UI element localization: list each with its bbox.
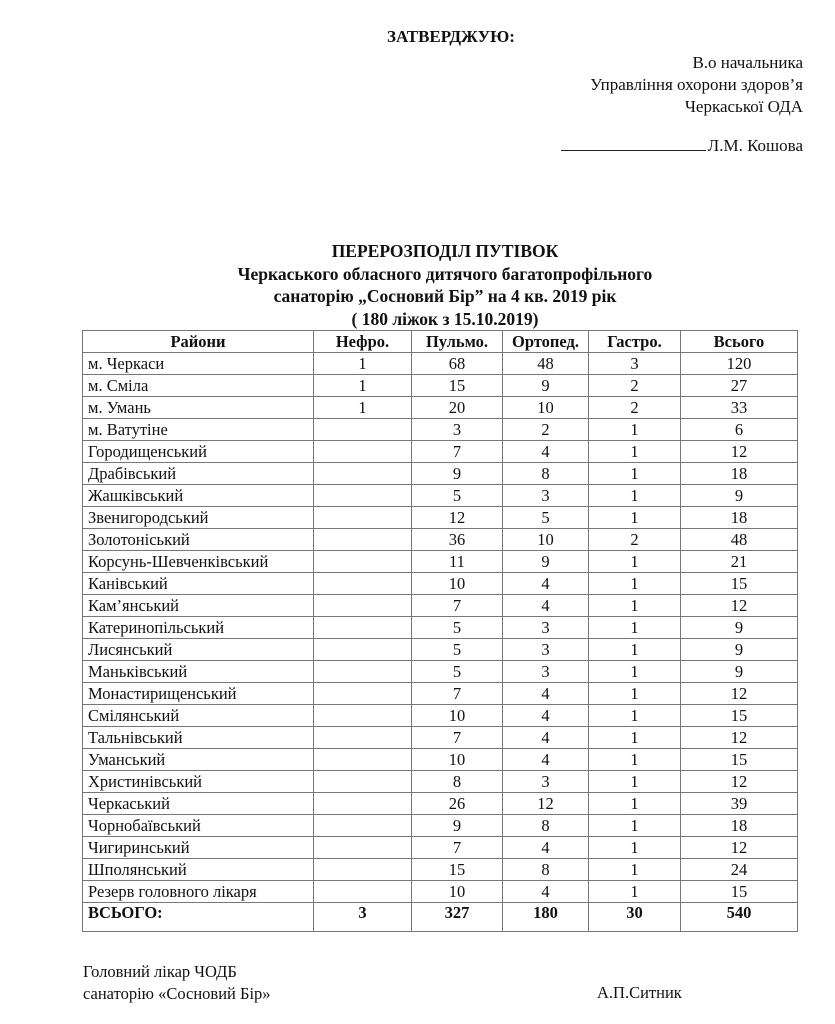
- total-value: 12: [681, 441, 798, 463]
- approval-signatory: Л.М. Кошова: [707, 136, 803, 155]
- total-value: 21: [681, 551, 798, 573]
- nephro-value: 1: [314, 397, 412, 419]
- orthoped-value: 4: [503, 573, 589, 595]
- district-name: Смілянський: [83, 705, 314, 727]
- gastro-value: 1: [589, 771, 681, 793]
- title-line: ПЕРЕРОЗПОДІЛ ПУТІВОК: [331, 241, 559, 261]
- total-value: 12: [681, 771, 798, 793]
- pulmo-value: 20: [412, 397, 503, 419]
- nephro-value: 1: [314, 353, 412, 375]
- district-name: Христинівський: [83, 771, 314, 793]
- orthoped-value: 4: [503, 441, 589, 463]
- total-value: 39: [681, 793, 798, 815]
- signature-blank: [561, 133, 706, 151]
- pulmo-value: 8: [412, 771, 503, 793]
- header-nephro: Нефро.: [314, 331, 412, 353]
- total-value: 27: [681, 375, 798, 397]
- district-name: Городищенський: [83, 441, 314, 463]
- pulmo-value: 10: [412, 881, 503, 903]
- pulmo-value: 5: [412, 617, 503, 639]
- total-value: 120: [681, 353, 798, 375]
- district-name: м. Черкаси: [83, 353, 314, 375]
- total-value: 18: [681, 463, 798, 485]
- orthoped-value: 4: [503, 837, 589, 859]
- district-name: Черкаський: [83, 793, 314, 815]
- district-name: Маньківський: [83, 661, 314, 683]
- nephro-value: [314, 573, 412, 595]
- district-name: Чорнобаївський: [83, 815, 314, 837]
- table-row: [83, 617, 798, 639]
- total-pulmo: 327: [412, 903, 503, 932]
- header-districts: Райони: [83, 331, 314, 353]
- table-row: [83, 881, 798, 903]
- gastro-value: 1: [589, 793, 681, 815]
- pulmo-value: 10: [412, 573, 503, 595]
- orthoped-value: 3: [503, 485, 589, 507]
- total-value: 12: [681, 727, 798, 749]
- gastro-value: 1: [589, 881, 681, 903]
- total-value: 48: [681, 529, 798, 551]
- district-name: Канівський: [83, 573, 314, 595]
- table-row: [83, 375, 798, 397]
- total-nephro: 3: [314, 903, 412, 932]
- approval-position-line: Черкаської ОДА: [684, 97, 803, 116]
- nephro-value: [314, 617, 412, 639]
- total-value: 9: [681, 661, 798, 683]
- orthoped-value: 12: [503, 793, 589, 815]
- approval-position-line: В.о начальника: [692, 53, 803, 72]
- district-name: Резерв головного лікаря: [83, 881, 314, 903]
- orthoped-value: 4: [503, 595, 589, 617]
- pulmo-value: 11: [412, 551, 503, 573]
- table-row: [83, 815, 798, 837]
- nephro-value: [314, 595, 412, 617]
- gastro-value: 1: [589, 815, 681, 837]
- approval-position-line: Управління охорони здоров’я: [590, 75, 803, 94]
- orthoped-value: 3: [503, 661, 589, 683]
- table-row: [83, 529, 798, 551]
- total-value: 15: [681, 573, 798, 595]
- total-value: 33: [681, 397, 798, 419]
- gastro-value: 1: [589, 661, 681, 683]
- gastro-value: 3: [589, 353, 681, 375]
- header-total: Всього: [681, 331, 798, 353]
- nephro-value: [314, 485, 412, 507]
- header-pulmo: Пульмо.: [412, 331, 503, 353]
- total-value: 9: [681, 617, 798, 639]
- nephro-value: 1: [314, 375, 412, 397]
- table-row: [83, 727, 798, 749]
- gastro-value: 1: [589, 749, 681, 771]
- approval-signature-line: [561, 133, 803, 156]
- nephro-value: [314, 529, 412, 551]
- gastro-value: 1: [589, 551, 681, 573]
- table-row: [83, 793, 798, 815]
- total-value: 15: [681, 705, 798, 727]
- total-value: 6: [681, 419, 798, 441]
- nephro-value: [314, 463, 412, 485]
- pulmo-value: 9: [412, 463, 503, 485]
- nephro-value: [314, 683, 412, 705]
- nephro-value: [314, 727, 412, 749]
- district-name: м. Ватутіне: [83, 419, 314, 441]
- approval-heading: ЗАТВЕРДЖУЮ:: [387, 27, 515, 46]
- gastro-value: 1: [589, 639, 681, 661]
- table-row: [83, 551, 798, 573]
- nephro-value: [314, 705, 412, 727]
- orthoped-value: 9: [503, 551, 589, 573]
- table-row: [83, 705, 798, 727]
- pulmo-value: 9: [412, 815, 503, 837]
- district-name: м. Сміла: [83, 375, 314, 397]
- title-line: санаторію „Сосновий Бір” на 4 кв. 2019 рік: [273, 286, 617, 306]
- orthoped-value: 3: [503, 771, 589, 793]
- table-row: [83, 837, 798, 859]
- footer-position: [83, 961, 271, 1005]
- nephro-value: [314, 815, 412, 837]
- total-value: 9: [681, 639, 798, 661]
- total-value: 12: [681, 595, 798, 617]
- table-row: [83, 683, 798, 705]
- total-value: 12: [681, 683, 798, 705]
- orthoped-value: 4: [503, 683, 589, 705]
- footer-position-line: Головний лікар ЧОДБ: [83, 962, 237, 981]
- orthoped-value: 3: [503, 639, 589, 661]
- gastro-value: 1: [589, 705, 681, 727]
- nephro-value: [314, 859, 412, 881]
- table-row: [83, 639, 798, 661]
- table-row: [83, 507, 798, 529]
- gastro-value: 1: [589, 507, 681, 529]
- district-name: Катеринопільський: [83, 617, 314, 639]
- total-value: 15: [681, 881, 798, 903]
- pulmo-value: 3: [412, 419, 503, 441]
- table-total-row: [83, 903, 798, 932]
- gastro-value: 1: [589, 683, 681, 705]
- pulmo-value: 5: [412, 661, 503, 683]
- total-label: ВСЬОГО:: [83, 903, 314, 932]
- table-row: [83, 353, 798, 375]
- pulmo-value: 7: [412, 441, 503, 463]
- district-name: Драбівський: [83, 463, 314, 485]
- district-name: Жашківський: [83, 485, 314, 507]
- pulmo-value: 5: [412, 485, 503, 507]
- orthoped-value: 4: [503, 881, 589, 903]
- table-header-row: [83, 331, 798, 353]
- total-value: 15: [681, 749, 798, 771]
- orthoped-value: 8: [503, 859, 589, 881]
- orthoped-value: 48: [503, 353, 589, 375]
- gastro-value: 1: [589, 463, 681, 485]
- total-value: 9: [681, 485, 798, 507]
- pulmo-value: 7: [412, 595, 503, 617]
- distribution-table: [82, 330, 798, 932]
- document-title: [0, 240, 835, 330]
- table-row: [83, 463, 798, 485]
- nephro-value: [314, 639, 412, 661]
- table-row: [83, 749, 798, 771]
- table-row: [83, 771, 798, 793]
- total-value: 24: [681, 859, 798, 881]
- district-name: Лисянський: [83, 639, 314, 661]
- table-row: [83, 485, 798, 507]
- orthoped-value: 4: [503, 705, 589, 727]
- gastro-value: 1: [589, 859, 681, 881]
- district-name: Тальнівський: [83, 727, 314, 749]
- orthoped-value: 4: [503, 749, 589, 771]
- orthoped-value: 10: [503, 397, 589, 419]
- total-value: 18: [681, 507, 798, 529]
- table-row: [83, 441, 798, 463]
- nephro-value: [314, 507, 412, 529]
- pulmo-value: 15: [412, 859, 503, 881]
- orthoped-value: 3: [503, 617, 589, 639]
- district-name: Шполянський: [83, 859, 314, 881]
- footer-position-line: санаторію «Сосновий Бір»: [83, 984, 271, 1003]
- pulmo-value: 15: [412, 375, 503, 397]
- gastro-value: 1: [589, 837, 681, 859]
- nephro-value: [314, 419, 412, 441]
- orthoped-value: 8: [503, 815, 589, 837]
- pulmo-value: 36: [412, 529, 503, 551]
- table-row: [83, 419, 798, 441]
- district-name: Корсунь-Шевченківський: [83, 551, 314, 573]
- title-line: Черкаського обласного дитячого багатопрофільного: [237, 263, 653, 284]
- district-name: Кам’янський: [83, 595, 314, 617]
- gastro-value: 2: [589, 529, 681, 551]
- nephro-value: [314, 771, 412, 793]
- pulmo-value: 68: [412, 353, 503, 375]
- orthoped-value: 4: [503, 727, 589, 749]
- gastro-value: 1: [589, 727, 681, 749]
- table-row: [83, 397, 798, 419]
- orthoped-value: 2: [503, 419, 589, 441]
- orthoped-value: 10: [503, 529, 589, 551]
- table-row: [83, 595, 798, 617]
- district-name: Звенигородський: [83, 507, 314, 529]
- nephro-value: [314, 749, 412, 771]
- table-row: [83, 661, 798, 683]
- district-name: Монастирищенський: [83, 683, 314, 705]
- district-name: Золотоніський: [83, 529, 314, 551]
- gastro-value: 1: [589, 485, 681, 507]
- orthoped-value: 9: [503, 375, 589, 397]
- approval-block: [590, 52, 803, 118]
- pulmo-value: 26: [412, 793, 503, 815]
- orthoped-value: 5: [503, 507, 589, 529]
- district-name: м. Умань: [83, 397, 314, 419]
- pulmo-value: 7: [412, 683, 503, 705]
- total-value: 18: [681, 815, 798, 837]
- pulmo-value: 5: [412, 639, 503, 661]
- gastro-value: 1: [589, 419, 681, 441]
- header-orthoped: Ортопед.: [503, 331, 589, 353]
- pulmo-value: 10: [412, 705, 503, 727]
- district-name: Уманський: [83, 749, 314, 771]
- gastro-value: 1: [589, 573, 681, 595]
- pulmo-value: 7: [412, 837, 503, 859]
- nephro-value: [314, 441, 412, 463]
- orthoped-value: 8: [503, 463, 589, 485]
- table-row: [83, 573, 798, 595]
- title-line: ( 180 ліжок з 15.10.2019): [351, 308, 539, 329]
- pulmo-value: 7: [412, 727, 503, 749]
- nephro-value: [314, 551, 412, 573]
- total-orthoped: 180: [503, 903, 589, 932]
- gastro-value: 1: [589, 595, 681, 617]
- total-all: 540: [681, 903, 798, 932]
- gastro-value: 2: [589, 397, 681, 419]
- total-gastro: 30: [589, 903, 681, 932]
- header-gastro: Гастро.: [589, 331, 681, 353]
- footer-signatory: А.П.Ситник: [597, 983, 682, 1002]
- pulmo-value: 10: [412, 749, 503, 771]
- nephro-value: [314, 793, 412, 815]
- table-row: [83, 859, 798, 881]
- nephro-value: [314, 661, 412, 683]
- nephro-value: [314, 881, 412, 903]
- gastro-value: 2: [589, 375, 681, 397]
- nephro-value: [314, 837, 412, 859]
- gastro-value: 1: [589, 441, 681, 463]
- total-value: 12: [681, 837, 798, 859]
- gastro-value: 1: [589, 617, 681, 639]
- district-name: Чигиринський: [83, 837, 314, 859]
- pulmo-value: 12: [412, 507, 503, 529]
